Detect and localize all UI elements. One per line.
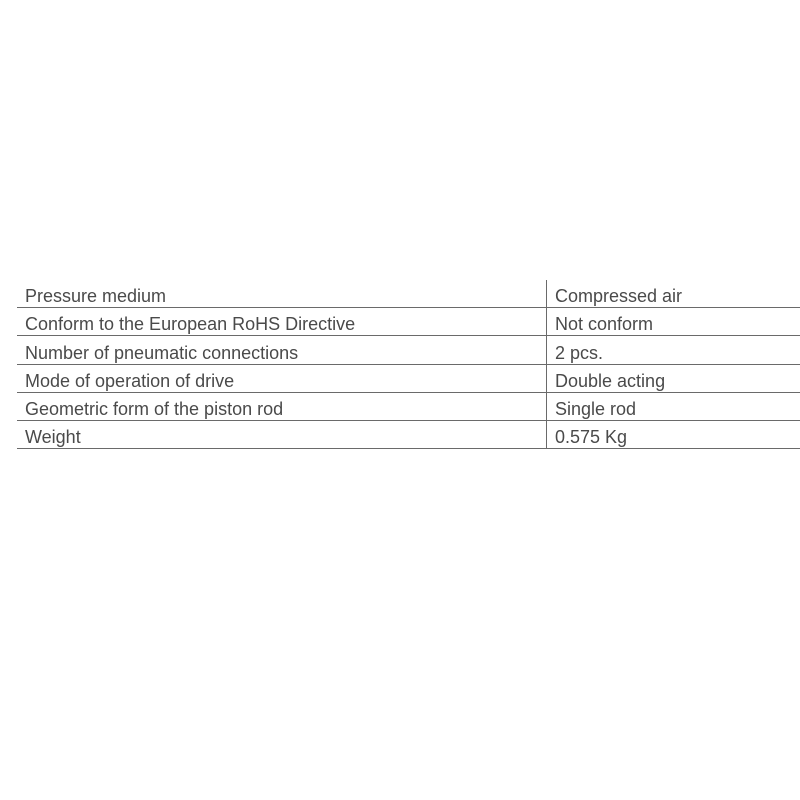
table-row [17, 308, 800, 336]
spec-label: Mode of operation of drive [17, 364, 547, 392]
spec-value: Compressed air [547, 280, 800, 308]
spec-label: Geometric form of the piston rod [17, 392, 547, 420]
table-row [17, 392, 800, 420]
spec-label: Weight [17, 421, 547, 449]
spec-label: Conform to the European RoHS Directive [17, 308, 547, 336]
table-row [17, 364, 800, 392]
spec-value: 0.575 Kg [547, 421, 800, 449]
spec-value: Single rod [547, 392, 800, 420]
spec-table [17, 280, 800, 449]
table-row [17, 280, 800, 308]
spec-value: Double acting [547, 364, 800, 392]
table-row [17, 336, 800, 364]
spec-value: Not conform [547, 308, 800, 336]
spec-label: Number of pneumatic connections [17, 336, 547, 364]
spec-label: Pressure medium [17, 280, 547, 308]
spec-value: 2 pcs. [547, 336, 800, 364]
table-row [17, 421, 800, 449]
